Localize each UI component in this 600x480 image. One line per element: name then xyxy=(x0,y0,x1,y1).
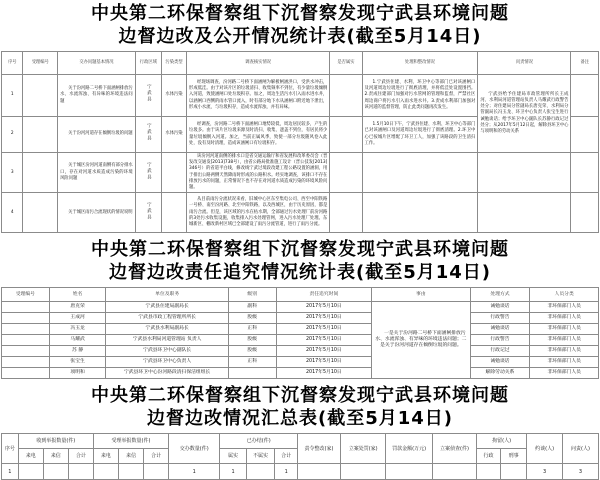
note-cell xyxy=(571,117,599,153)
name-cell: 苏 静 xyxy=(49,346,106,357)
code-cell xyxy=(2,313,50,324)
rank-cell: 股级 xyxy=(228,346,276,357)
accountability-cell xyxy=(478,153,571,193)
note-cell xyxy=(571,75,599,117)
name-cell: 项明和 xyxy=(49,368,106,379)
accountability-table xyxy=(1,287,599,379)
t1-header-code: 受理编号 xyxy=(23,52,58,75)
t3-sub-received-call: 来电 xyxy=(18,449,43,464)
t2-header-category: 人员分类 xyxy=(530,288,599,302)
verified-cell xyxy=(330,193,362,233)
region-cell xyxy=(135,193,161,233)
t3-header-fine-amount: 罚款金额(万元) xyxy=(386,434,433,464)
t1-header-seq: 序号 xyxy=(2,52,23,75)
received-call-cell xyxy=(18,464,43,480)
region-text: 宁武县 xyxy=(146,201,152,221)
closed-total-cell: 1 xyxy=(275,464,298,480)
seq-cell: 1 xyxy=(2,75,23,117)
t1-header-region: 行政区域 xyxy=(135,52,161,75)
t2-header-method: 处理方式 xyxy=(470,288,530,302)
table1-title xyxy=(0,3,600,48)
t1-header-issue: 交办问题基本情况 xyxy=(58,52,136,75)
issue-cell: 关于汾河河道存在倾倒垃圾的问题 xyxy=(58,117,136,153)
verified-true-cell: 1 xyxy=(220,464,246,480)
t3-header-filed-investigation: 立案侦查(件) xyxy=(432,434,476,464)
t3-header-accepted: 受理举报数量(件) xyxy=(93,434,168,449)
t2-header-cause: 事由 xyxy=(372,288,471,302)
cause-cell: 一是关于汾河路二号桥下面涵闸排放污水、水流浑浊、有异味的环境违法问题；二是关于汾河河道存在倾倒垃圾的问题。 xyxy=(372,302,471,379)
table-row xyxy=(2,464,599,480)
table2-title-line2: 边督边改责任追究情况统计表(截至5月14日) xyxy=(108,261,492,283)
position-cell: 宁武县环卫中心负责人 xyxy=(106,357,228,368)
interviewed-cell: 3 xyxy=(527,464,563,480)
t1-header-action: 处理和整改情况 xyxy=(362,52,478,75)
region-cell xyxy=(135,117,161,153)
table-row xyxy=(2,153,599,193)
table3-title-line2: 边督边改情况汇总表(截至5月14日) xyxy=(146,407,454,429)
code-cell xyxy=(2,346,50,357)
code-cell xyxy=(2,324,50,335)
action-cell xyxy=(362,153,478,193)
position-cell: 宁武县水利局河道管理站 负责人 xyxy=(106,335,228,346)
t3-header-received: 收到举报数量(件) xyxy=(18,434,93,449)
table1-title-line2: 边督边改及公开情况统计表(截至5月14日) xyxy=(118,25,482,47)
issue-cell: 关于城区雨污合流现状的情况说明 xyxy=(58,193,136,233)
method-cell: 诫勉谈话 xyxy=(470,324,530,335)
date-cell: 2017年5月10日 xyxy=(276,346,372,357)
investigation-cell: 经调查，汾河路二号桥下面涵闸口地势较低，周边居民较多，产生的垃圾多。由于该片区垃圾来源及时清扫、收集、遮盖不到位，有居民将少量垃圾倾倒入河道。加之，当前正属风季，致使一部分垃圾随风卷入此处，没有及时清理，造成该涵闸口有垃圾积存。 xyxy=(187,117,330,153)
method-cell: 诫勉谈话 xyxy=(470,357,530,368)
t3-sub-detention-admin: 行政 xyxy=(477,449,501,464)
category-cell: 非环保部门人员 xyxy=(530,313,599,324)
method-cell: 解除劳动关系 xyxy=(470,368,530,379)
t3-sub-detention-criminal: 刑事 xyxy=(500,449,526,464)
accepted-call-cell xyxy=(93,464,118,480)
accepted-letter-cell xyxy=(118,464,143,480)
category-cell: 非环保部门人员 xyxy=(530,324,599,335)
t3-header-accountable: 问责(人) xyxy=(563,434,599,464)
code-cell xyxy=(23,153,58,193)
position-cell: 宁武县住建局副局长 xyxy=(106,302,228,313)
code-cell xyxy=(23,117,58,153)
name-cell: 冯玉龙 xyxy=(49,324,106,335)
method-cell: 行政记过 xyxy=(470,346,530,357)
t3-header-assigned: 交办数量(件) xyxy=(169,434,220,464)
table-row xyxy=(2,357,599,368)
t2-header-name: 姓名 xyxy=(49,288,106,302)
t1-header-type: 污染类型 xyxy=(161,52,186,75)
position-cell: 宁武县市政工程管理所所长 xyxy=(106,313,228,324)
verified-false-cell xyxy=(246,464,275,480)
filed-penalty-cell xyxy=(340,464,385,480)
type-cell: 水体污染 xyxy=(161,75,186,117)
table-row xyxy=(2,346,599,357)
rectification-publicity-table xyxy=(1,51,599,233)
date-cell: 2017年5月10日 xyxy=(276,324,372,335)
issue-cell: 关于城区汾河河道南侧有部分排水口，存在对河道水质造成污染的环境风险问题 xyxy=(58,153,136,193)
investigation-cell: 从目前雨污分流状况来看，旧城中心区东至集电公司、西至中阳铁路一号桥、南至汾河路、北至中阳铁路，以及西城区，由于历史原因，都是雨污合流。但是，该区域的污水在枯水期，全部通过污水处理厂前汾河路的3处污水收集设施，收集排入污水处理管网，进入污水处理厂处理。东城新区、棚改新村区域已全部建设了雨污分流管道，进行了雨污分流。 xyxy=(187,193,330,233)
t3-sub-accepted-total: 合计 xyxy=(144,449,169,464)
verified-cell xyxy=(330,153,362,193)
table-row xyxy=(2,324,599,335)
table2-title-line1: 中央第二环保督察组下沉督察发现宁武县环境问题 xyxy=(91,239,509,261)
table3-title xyxy=(0,385,600,430)
code-cell xyxy=(23,193,58,233)
investigation-cell: 该汾河河道南侧的排水口是省交通运输厅和省发展和改革委员会（晋发改交通发[2013]738号），由省公路局批准施工设计（晋公技发[2013]346号）的省道平白线，修改线宁武过境段改建工程公路设置的涵洞，用于排出公路两侧天然降雨时形成的公路积水。经实地调查，该排口不存在排放污水的问题，正常情况下也不存在对河道水质造成污染的环境风险问题。 xyxy=(187,153,330,193)
region-cell xyxy=(135,75,161,117)
method-cell: 诫勉谈话 xyxy=(470,302,530,313)
t2-header-date: 责任追究时间 xyxy=(276,288,372,302)
t1-header-investigation: 调查核实情况 xyxy=(187,52,330,75)
code-cell xyxy=(2,368,50,379)
rank-cell xyxy=(228,368,276,379)
t3-header-closed: 已办结(件) xyxy=(220,434,298,449)
detention-criminal-cell xyxy=(500,464,526,480)
name-cell: 唐克荣 xyxy=(49,302,106,313)
accepted-total-cell xyxy=(144,464,169,480)
t3-header-interviewed: 约谈(人) xyxy=(527,434,563,464)
t2-header-rank: 级别 xyxy=(228,288,276,302)
category-cell: 非环保部门人员 xyxy=(530,368,599,379)
t3-sub-accepted-letter: 来信 xyxy=(118,449,143,464)
t3-sub-verified-false: 不属实 xyxy=(246,449,275,464)
name-cell: 王成河 xyxy=(49,313,106,324)
t3-sub-received-total: 合计 xyxy=(68,449,93,464)
date-cell: 2017年5月10日 xyxy=(276,368,372,379)
t3-sub-verified-true: 属实 xyxy=(220,449,246,464)
table-row xyxy=(2,335,599,346)
t2-header-position: 单位及职务 xyxy=(106,288,228,302)
verified-cell xyxy=(330,75,362,117)
ordered-rectify-cell xyxy=(298,464,341,480)
region-text: 宁武县 xyxy=(146,161,152,181)
t1-header-note: 备注 xyxy=(571,52,599,75)
investigation-cell: 经现场调查，汾河路二号桥下面涵闸为解板闸涵洪口，受洪水冲击，形成低洼。由于对该片区的垃圾清扫、收集频率不到位，有少量垃圾倾倒入河道，致使涵闸口处垃圾积存。加之，周边生活污水引入雨水进水井，以涵闸口西侧的雨水管口流入，时有部分地下水从涵闸口附近地下泄出，形成小水流，与垃圾积存，造成水流浑浊，并有异味。 xyxy=(187,75,330,117)
accountable-cell: 3 xyxy=(563,464,599,480)
seq-cell: 4 xyxy=(2,193,23,233)
code-cell xyxy=(2,335,50,346)
type-cell xyxy=(161,153,186,193)
filed-investigation-cell xyxy=(432,464,476,480)
t1-header-verified: 是否属实 xyxy=(330,52,362,75)
t2-header-code: 受理编号 xyxy=(2,288,50,302)
region-text: 宁武县 xyxy=(146,84,152,104)
date-cell: 2017年5月10日 xyxy=(276,302,372,313)
t3-header-filed-penalty: 立案处罚(家) xyxy=(340,434,385,464)
action-cell: 1.5月10日下午，宁武县住建、水利、环卫中心等部门已对该涵闸口及河道周边垃圾进行了彻底清理。2.环卫中心已按城片区增配了环卫工人，加强了该路段的卫生清扫工作。 xyxy=(362,117,478,153)
t3-sub-received-letter: 来信 xyxy=(43,449,68,464)
table-row xyxy=(2,302,599,313)
note-cell xyxy=(571,153,599,193)
action-cell xyxy=(362,193,478,233)
t3-header-ordered-rectify: 责令整改(家) xyxy=(298,434,341,464)
t3-header-seq: 序号 xyxy=(2,434,19,464)
rank-cell: 副科 xyxy=(228,302,276,313)
rank-cell: 正科 xyxy=(228,324,276,335)
rank-cell: 股级 xyxy=(228,335,276,346)
table-row xyxy=(2,193,599,233)
name-cell: 马耀武 xyxy=(49,335,106,346)
table2-title xyxy=(0,239,600,284)
t2-header-row xyxy=(2,288,599,302)
position-cell: 宁武县水利局副局长 xyxy=(106,324,228,335)
table1-title-line1: 中央第二环保督察组下沉督察发现宁武县环境问题 xyxy=(91,3,509,24)
assigned-cell: 1 xyxy=(169,464,220,480)
date-cell: 2017年5月10日 xyxy=(276,313,372,324)
seq-cell: 1 xyxy=(2,464,19,480)
t3-sub-accepted-call: 来电 xyxy=(93,449,118,464)
method-cell: 行政警告 xyxy=(470,335,530,346)
t3-header-detention: 拘留(人) xyxy=(477,434,527,449)
position-cell: 宁武县环卫中心汾河路段清扫保洁组组长 xyxy=(106,368,228,379)
table3-title-line1: 中央第二环保督察组下沉督察发现宁武县环境问题 xyxy=(91,385,509,407)
code-cell xyxy=(23,75,58,117)
received-letter-cell xyxy=(43,464,68,480)
t3-header-row-top xyxy=(2,434,599,449)
rank-cell: 正科 xyxy=(228,357,276,368)
table-row xyxy=(2,75,599,117)
region-cell xyxy=(135,153,161,193)
type-cell xyxy=(161,193,186,233)
table-row xyxy=(2,368,599,379)
region-text: 宁武县 xyxy=(146,123,152,143)
detention-admin-cell xyxy=(477,464,501,480)
accountability-cell xyxy=(478,193,571,233)
table-row xyxy=(2,313,599,324)
category-cell: 非环保部门人员 xyxy=(530,335,599,346)
type-cell: 水体污染 xyxy=(161,117,186,153)
accountability-cell: 宁武县给予住建局市政管理所所长王成河、水利局河道管理站负责人马耀武行政警告处分；对住建局分管副局长唐克荣、水利局分管副局长冯玉龙、环卫中心负责人张宝生进行诫勉谈话；给予环卫中心副队长苏静行政记过处分；从2017年5月12日起，解除县环卫中心与项明和的劳动关系 xyxy=(478,75,571,153)
t3-sub-closed-total: 合计 xyxy=(275,449,298,464)
seq-cell: 2 xyxy=(2,117,23,153)
received-total-cell xyxy=(68,464,93,480)
summary-table xyxy=(1,433,599,480)
name-cell: 张宝生 xyxy=(49,357,106,368)
method-cell: 行政警告 xyxy=(470,313,530,324)
date-cell: 2017年5月10日 xyxy=(276,357,372,368)
code-cell xyxy=(2,357,50,368)
position-cell: 宁武县环卫中心副队长 xyxy=(106,346,228,357)
category-cell: 非环保部门人员 xyxy=(530,302,599,313)
action-cell: 1.宁武县住建、水利、环卫中心等部门已对该涵闸口及河道周边垃圾进行了彻底清理，并将低洼处设置围挡。2.责成住建部门加强对污水管网的管理和监督，严禁社区周边商户将污水引入雨水进水井。3.责成水利部门加强对该河道的监督管理，防止此类问题再次发生。 xyxy=(362,75,478,117)
note-cell xyxy=(571,193,599,233)
code-cell xyxy=(2,302,50,313)
fine-amount-cell xyxy=(386,464,433,480)
date-cell: 2017年5月10日 xyxy=(276,335,372,346)
verified-cell xyxy=(330,117,362,153)
seq-cell: 3 xyxy=(2,153,23,193)
category-cell: 非环保部门人员 xyxy=(530,346,599,357)
t1-header-accountability: 问责情况 xyxy=(478,52,571,75)
t1-header-row xyxy=(2,52,599,75)
rank-cell: 股级 xyxy=(228,313,276,324)
category-cell: 非环保部门人员 xyxy=(530,357,599,368)
issue-cell: 关于汾河路二号桥下面涵闸排放污水、水流浑浊、有异味的环境违法问题 xyxy=(58,75,136,117)
